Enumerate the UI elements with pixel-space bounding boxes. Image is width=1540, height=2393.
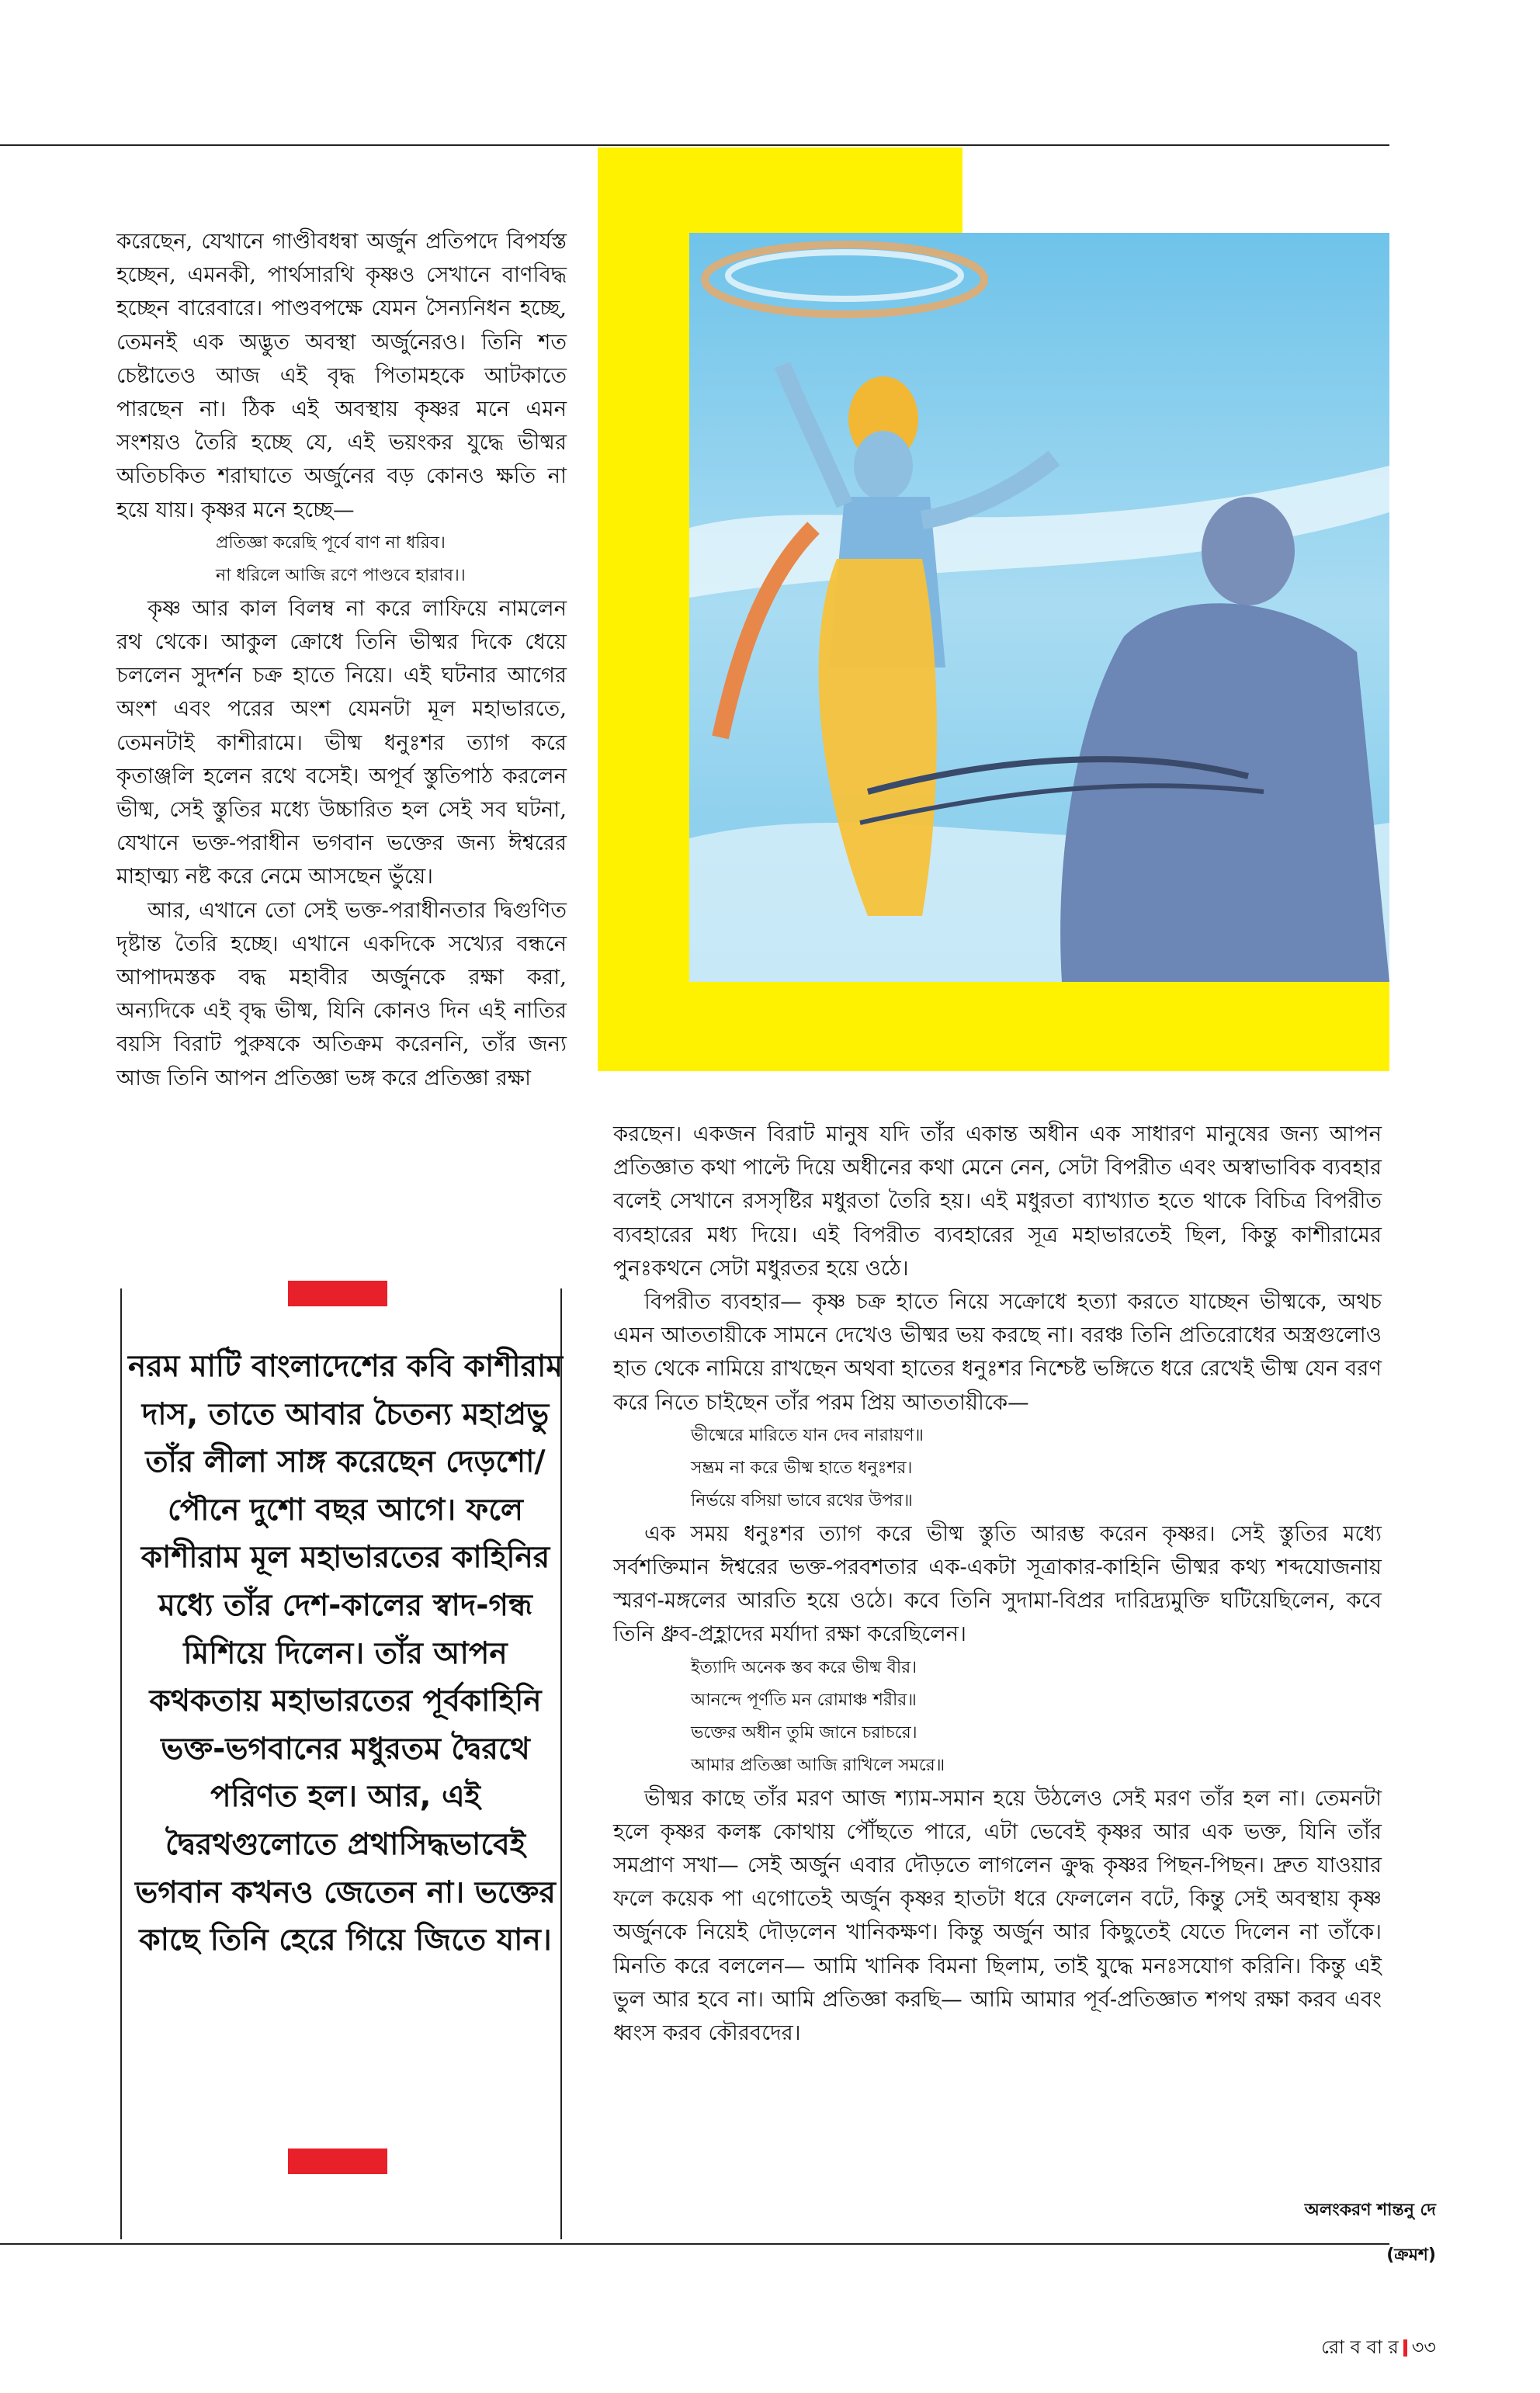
- yellow-frame-bottom: [598, 982, 1389, 1071]
- right-paragraph-1: করছেন। একজন বিরাট মানুষ যদি তাঁর একান্ত অধীন এক সাধারণ মানুষের জন্য আপন প্রতিজ্ঞাত কথা পাল্টে দিয়ে অধীনের কথা মেনে নেন, সেটা বিপরীত এবং অস্বাভাবিক ব্যবহার বলেই সেখানে রসসৃষ্টির মধুরতা তৈরি হয়। এই মধুরতা ব্যাখ্যাত হতে থাকে বিচিত্র বিপরীত ব্যবহারের মধ্য দিয়ে। এই বিপরীত ব্যবহারের সূত্র মহাভারতেই ছিল, কিন্তু কাশীরামের পুনঃকথনে সেটা মধুরতর হয়ে ওঠে।: [613, 1122, 1382, 1281]
- page-footer: [1242, 2333, 1436, 2364]
- pullquote-left-rule: [120, 1288, 122, 2239]
- pull-quote: নরম মাটি বাংলাদেশের কবি কাশীরাম দাস, তাতে আবার চৈতন্য মহাপ্রভু তাঁর লীলা সাঙ্গ করেছেন দেড়শো/পৌনে দুশো বছর আগে। ফলে কাশীরাম মূল মহাভারতের কাহিনির মধ্যে তাঁর দেশ-কালের স্বাদ-গন্ধ মিশিয়ে দিলেন। তাঁর আপন কথকতায় মহাভারতের পূর্বকাহিনি ভক্ত-ভগবানের মধুরতম দ্বৈরথে পরিণত হল। আর, এই দ্বৈরথগুলোতে প্রথাসিদ্ধভাবেই ভগবান কখনও জেতেন না। ভক্তের কাছে তিনি হেরে গিয়ে জিতে যান।: [128, 1349, 563, 1958]
- right-verse-2: [691, 1652, 1382, 1782]
- pullquote-top-bar: [288, 1281, 387, 1306]
- right-verse-1: [691, 1420, 1382, 1517]
- right-verse-line: নির্ভয়ে বসিয়া ভাবে রথের উপর॥: [691, 1490, 913, 1510]
- right-verse-line: আনন্দে পূর্ণতি মন রোমাঞ্চ শরীর॥: [691, 1690, 917, 1710]
- page-number: ৩৩: [1411, 2336, 1436, 2358]
- right-verse-line: ভক্তের অধীন তুমি জানে চরাচরে।: [691, 1722, 917, 1743]
- yellow-frame-left: [598, 147, 689, 1071]
- right-verse-line: ভীষ্মেরে মারিতে যান দেব নারায়ণ॥: [691, 1425, 924, 1445]
- top-rule: [0, 144, 1389, 146]
- right-paragraph-2: বিপরীত ব্যবহার— কৃষ্ণ চক্র হাতে নিয়ে সক্রোধে হত্যা করতে যাচ্ছেন ভীষ্মকে, অথচ এমন আততায়ীকে সামনে দেখেও ভীষ্মর ভয় করছে না। বরঞ্চ তিনি প্রতিরোধের অস্ত্রগুলোও হাত থেকে নামিয়ে রাখছেন অথবা হাতের ধনুঃশর নিশ্চেষ্ট ভঙ্গিতে ধরে রেখেই ভীষ্ম যেন বরণ করে নিতে চাইছেন তাঁর পরম প্রিয় আততায়ীকে—: [613, 1289, 1382, 1415]
- right-paragraph-4: ভীষ্মর কাছে তাঁর মরণ আজ শ্যাম-সমান হয়ে উঠলেও সেই মরণ তাঁর হল না। তেমনটা হলে কৃষ্ণর কলঙ্ক কোথায় পৌঁছতে পারে, এটা ভেবেই কৃষ্ণর আর এক ভক্ত, যিনি তাঁর সমপ্রাণ সখা— সেই অর্জুন এবার দৌড়তে লাগলেন ক্রুদ্ধ কৃষ্ণর পিছন-পিছন। দ্রুত যাওয়ার ফলে কয়েক পা এগোতেই অর্জুন কৃষ্ণর হাতটা ধরে ফেললেন বটে, কিন্তু সেই অবস্থায় কৃষ্ণ অর্জুনকে নিয়েই দৌড়লেন খানিকক্ষণ। কিন্তু অর্জুন আর কিছুতেই যেতে দিলেন না তাঁকে। মিনতি করে বললেন— আমি খানিক বিমনা ছিলাম, তাই যুদ্ধে মনঃসযোগ করিনি। কিন্তু এই ভুল আর হবে না। আমি প্রতিজ্ঞা করছি— আমি আমার পূর্ব-প্রতিজ্ঞাত শপথ রক্ষা করব এবং ধ্বংস করব কৌরবদের।: [613, 1785, 1382, 2046]
- right-column: [613, 1118, 1382, 2050]
- right-paragraph-3: এক সময় ধনুঃশর ত্যাগ করে ভীষ্ম স্তুতি আরম্ভ করেন কৃষ্ণর। সেই স্তুতির মধ্যে সর্বশক্তিমান ঈশ্বরের ভক্ত-পরবশতার এক-একটা সূত্রাকার-কাহিনি ভীষ্মর কথ্য শব্দযোজনায় স্মরণ-মঙ্গলের আরতি হয়ে ওঠে। কবে তিনি সুদামা-বিপ্রর দারিদ্র্যমুক্তি ঘটিয়েছিলেন, কবে তিনি ধ্রুব-প্রহ্লাদের মর্যাদা রক্ষা করেছিলেন।: [613, 1521, 1382, 1647]
- left-column: [116, 225, 567, 1095]
- illustration: [689, 233, 1389, 982]
- right-verse-line: আমার প্রতিজ্ঞা আজি রাখিলে সমরে॥: [691, 1755, 945, 1775]
- left-paragraph-1: করেছেন, যেখানে গাণ্ডীবধন্বা অর্জুন প্রতিপদে বিপর্যস্ত হচ্ছেন, এমনকী, পার্থসারথি কৃষ্ণও সেখানে বাণবিদ্ধ হচ্ছেন বারেবারে। পাণ্ডবপক্ষে যেমন সৈন্যনিধন হচ্ছে, তেমনই এক অদ্ভুত অবস্থা অর্জুনেরও। তিনি শত চেষ্টাতেও আজ এই বৃদ্ধ পিতামহকে আটকাতে পারছেন না। ঠিক এই অবস্থায় কৃষ্ণর মনে এমন সংশয়ও তৈরি হচ্ছে যে, এই ভয়ংকর যুদ্ধে ভীষ্মর অতিচকিত শরাঘাতে অর্জুনের বড় কোনও ক্ষতি না হয়ে যায়। কৃষ্ণর মনে হচ্ছে—: [116, 229, 567, 522]
- to-be-continued: (ক্রমশ): [1386, 2246, 1436, 2265]
- left-paragraph-3: আর, এখানে তো সেই ভক্ত-পরাধীনতার দ্বিগুণিত দৃষ্টান্ত তৈরি হচ্ছে। এখানে একদিকে সখ্যের বন্ধনে আপাদমস্তক বদ্ধ মহাবীর অর্জুনকে রক্ষা করা, অন্যদিকে এই বৃদ্ধ ভীষ্ম, যিনি কোনও দিন এই নাতির বয়সি বিরাট পুরুষকে অতিক্রম করেননি, তাঁর জন্য আজ তিনি আপন প্রতিজ্ঞা ভঙ্গ করে প্রতিজ্ঞা রক্ষা: [116, 897, 567, 1091]
- left-verse-line: প্রতিজ্ঞা করেছি পূর্বে বাণ না ধরিব।: [216, 532, 446, 553]
- pullquote-bottom-bar: [288, 2148, 387, 2174]
- right-verse-line: ইত্যাদি অনেক স্তব করে ভীষ্ম বীর।: [691, 1657, 917, 1677]
- magazine-name: রো ব বা র: [1321, 2336, 1399, 2358]
- footer-divider: [1403, 2339, 1407, 2357]
- bottom-rule: [0, 2243, 1389, 2245]
- illustration-credit: অলংকরণ শান্তনু দে: [1304, 2201, 1436, 2220]
- krishna-bhishma-illustration: [689, 233, 1389, 982]
- left-paragraph-2: কৃষ্ণ আর কাল বিলম্ব না করে লাফিয়ে নামলেন রথ থেকে। আকুল ক্রোধে তিনি ভীষ্মর দিকে ধেয়ে চললেন সুদর্শন চক্র হাতে নিয়ে। এই ঘটনার আগের অংশ এবং পরের অংশ যেমনটা মূল মহাভারতে, তেমনটাই কাশীরামে। ভীষ্ম ধনুঃশর ত্যাগ করে কৃতাঞ্জলি হলেন রথে বসেই। অপূর্ব স্তুতিপাঠ করলেন ভীষ্ম, সেই স্তুতির মধ্যে উচ্চারিত হল সেই সব ঘটনা, যেখানে ভক্ত-পরাধীন ভগবান ভক্তের জন্য ঈশ্বরের মাহাত্ম্য নষ্ট করে নেমে আসছেন ভুঁয়ে।: [116, 595, 567, 890]
- right-verse-line: সম্ভ্রম না করে ভীষ্ম হাতে ধনুঃশর।: [691, 1458, 913, 1478]
- left-verse: [216, 527, 567, 592]
- left-verse-line: না ধরিলে আজি রণে পাণ্ডবে হারাব।।: [216, 565, 466, 585]
